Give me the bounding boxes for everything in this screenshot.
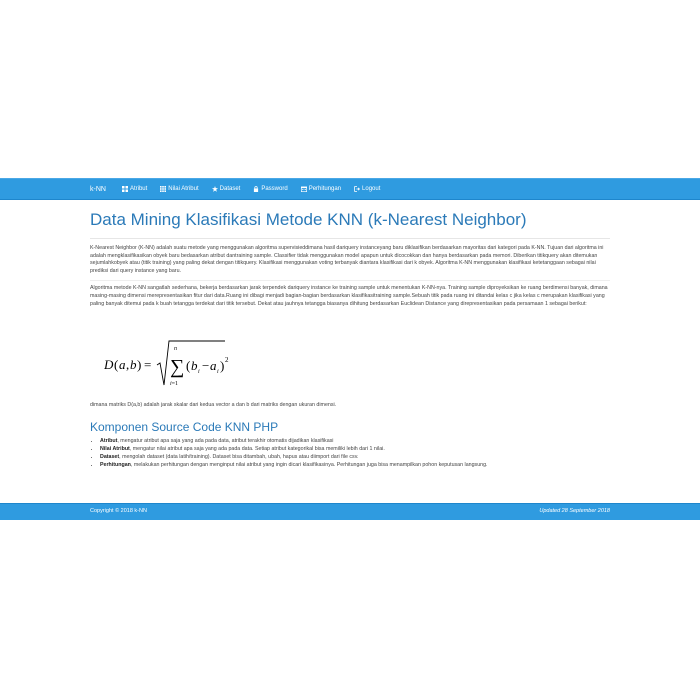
- component-desc: , mengolah dataset (data latih/training). Dataset bisa ditambah, ubah, hapus atau diimport dari file csv.: [119, 453, 359, 460]
- svg-text:i=1: i=1: [170, 381, 179, 388]
- svg-text:): ): [220, 358, 225, 374]
- svg-text:b: b: [130, 357, 137, 373]
- footer-updated: Updated 28 September 2018: [539, 508, 610, 514]
- svg-text:−: −: [202, 358, 210, 374]
- svg-text:∑: ∑: [170, 356, 185, 379]
- component-desc: , melakukan perhitungan dengan menginput nilai atribut yang ingin dicari klasifikasinya. Perhitungan juga bisa menampilkan pohon keputusan langsung.: [130, 461, 488, 468]
- page-title: Data Mining Klasifikasi Metode KNN (k-Nearest Neighbor): [90, 210, 527, 229]
- logout-icon: [354, 186, 360, 192]
- svg-text:): ): [137, 357, 142, 373]
- intro-paragraph: K-Nearest Neighbor (K-NN) adalah suatu metode yang menggunakan algoritma supervisieddimana hasil dariquery instanceyang baru diklasifikan berdasarkan mayoritas dari kategori pada K-NN. Tujuan dari algoritma ini adalah mengklasifikasikan obyek baru bedasarkan atribut dantraining sample. Classifier tidak menggunakan model apapun untuk dicocokkan dan hanya berdasarkan pada memori. Diberikan titikquery akan ditemukan sejumlahkobyek atau (titik training) yang paling dekat dengan titikquery. Klasifikasi menggunakan voting terbanyak diantara klasifikasi dari k obyek. Algoritma K-NN menggunakan klasifikasi ketetanggaan sebagai nilai prediksi dari query instance yang baru.: [90, 245, 604, 274]
- top-navbar: [0, 178, 700, 200]
- nav-label-dataset: Dataset: [219, 186, 241, 192]
- svg-text:b: b: [191, 358, 198, 374]
- svg-text:(: (: [114, 357, 119, 373]
- formula-caption: dimana matriks D(a,b) adalah jarak skalar dari kedua vector a dan b dari matriks dengan ukuran dimensi.: [90, 402, 337, 409]
- nav-label-nilai-atribut: Nilai Atribut: [168, 186, 199, 192]
- list-item: [100, 438, 610, 446]
- component-desc: , mengatur atribut apa saja yang ada pada data, atribut terakhir otomatis dijadikan klasifikasi: [117, 438, 334, 445]
- component-term: Nilai Atribut: [100, 445, 130, 452]
- grid-icon: [122, 186, 128, 192]
- nav-item-password[interactable]: [253, 186, 287, 192]
- main-content: [90, 200, 610, 469]
- nav-label-logout: Logout: [362, 186, 381, 192]
- component-desc: , mengatur nilai atribut apa saja yang ada pada data. Setiap atribut kategorikal bisa memiliki lebih dari 1 nilai.: [129, 445, 385, 452]
- svg-text:2: 2: [225, 356, 229, 365]
- nav-inner: [90, 179, 393, 199]
- nav-item-nilai-atribut[interactable]: [160, 186, 198, 192]
- grid-icon: [160, 186, 166, 192]
- svg-text:a: a: [210, 358, 217, 374]
- component-term: Dataset: [100, 453, 120, 460]
- svg-text:,: ,: [126, 357, 130, 373]
- nav-label-perhitungan: Perhitungan: [308, 186, 342, 192]
- brand-link[interactable]: k-NN: [90, 185, 106, 193]
- nav-item-dataset[interactable]: [212, 186, 241, 192]
- component-term: Perhitungan: [100, 461, 131, 468]
- svg-text:D: D: [104, 357, 114, 373]
- nav-item-logout[interactable]: [354, 186, 380, 192]
- calendar-icon: [301, 186, 307, 192]
- svg-text:i: i: [217, 369, 219, 376]
- star-icon: [212, 186, 218, 192]
- component-term: Atribut: [100, 438, 118, 445]
- svg-text:i: i: [198, 369, 200, 376]
- algorithm-paragraph: Algoritma metode K-NN sangatlah sederhana, bekerja berdasarkan jarak terpendek dariquery instance ke training sample untuk menentukan K-NN-nya. Training sample diproyeksikan ke ruang berdimensi banyak, dimana masing-masing dimensi merepresentasikan fitur dari data.Ruang ini dibagi menjadi bagian-bagian berdasarkan klasifikasitraining sample.Sebuah titik pada ruang ini ditandai kelas c jika kelas c merupakan klasifikasi yang paling banyak ditemui pada k buah tetangga terdekat dari titik tersebut. Dekat atau jauhnya tetangga biasanya dihitung berdasarkan Euclidean Distance yang direpresentasikan pada persamaan 1 sebagai berikut:: [90, 285, 608, 307]
- list-item: [100, 454, 610, 462]
- nav-label-atribut: Atribut: [129, 186, 148, 192]
- svg-text:=: =: [144, 357, 152, 373]
- nav-item-perhitungan[interactable]: [301, 186, 341, 192]
- list-item: [100, 462, 610, 470]
- components-title: Komponen Source Code KNN PHP: [90, 420, 279, 435]
- footer-copyright: Copyright © 2018 k-NN: [90, 508, 147, 514]
- footer: [0, 503, 700, 520]
- svg-text:a: a: [119, 357, 126, 373]
- euclidean-distance-formula: [104, 338, 610, 390]
- nav-label-password: Password: [261, 186, 288, 192]
- title-divider: [90, 238, 610, 239]
- svg-text:n: n: [174, 346, 177, 353]
- components-list: [90, 438, 610, 469]
- paragraph-divider: [90, 280, 610, 281]
- lock-icon: [253, 186, 259, 192]
- nav-item-atribut[interactable]: [122, 186, 147, 192]
- list-item: [100, 446, 610, 454]
- svg-text:(: (: [186, 358, 191, 374]
